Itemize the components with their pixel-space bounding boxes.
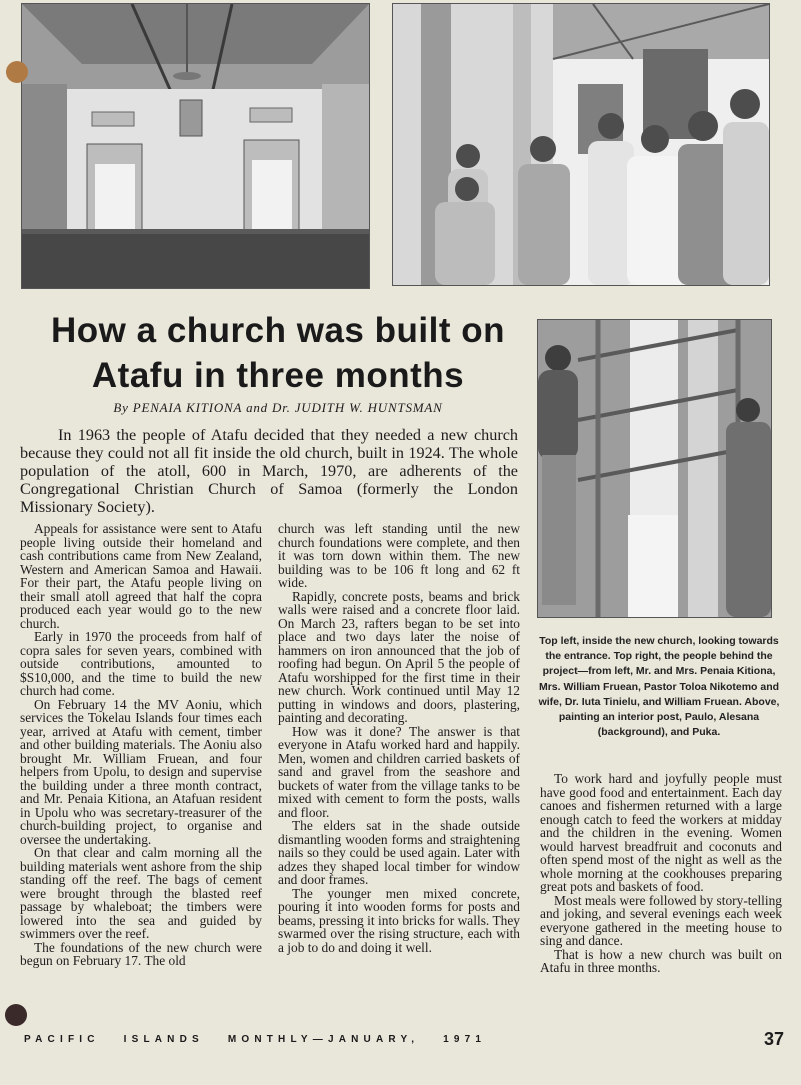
column-1 (20, 522, 262, 968)
binder-hole-bottom (5, 1004, 27, 1026)
column-2 (278, 522, 520, 954)
church-interior-photo (21, 3, 370, 289)
photo-caption: Top left, inside the new church, looking towards the entrance. Top right, the people behind the project—from left, Mr. and Mrs. Penaia Kitiona, Mrs. William Fruean, Pastor Toloa Nikotemo and wife, Dr. Iuta Tinielu, and William Fruean. Above, painting an interior post, Paulo, Alesana (background), and Puka. (538, 635, 780, 739)
col1-paragraph-1: Appeals for assistance were sent to Atafu people living outside their homeland and cash contributions came from New Zealand, Western and American Samoa and Hawaii. For their part, the Atafu people living on their small atoll agreed that half the copra produced each year would go to the new church. (20, 521, 262, 631)
col2-paragraph-1: church was left standing until the new church foundations were complete, and then it was torn down within them. The new building was to be 106 ft long and 62 ft wide. (278, 521, 520, 590)
page-number: 37 (763, 1029, 784, 1049)
page-footer (24, 1031, 784, 1051)
col1-paragraph-5: The foundations of the new church were begun on February 17. The old (20, 939, 262, 968)
article-headline (24, 308, 532, 398)
col2-paragraph-2: Rapidly, concrete posts, beams and brick walls were raised and a concrete floor laid. On March 23, rafters began to be set into place and two days later the noise of hammers on iron announced that the job of roofing had begun. On April 5 the people of Atafu worshipped for the first time in their new church. Work continued until May 12 putting in windows and doors, plastering, painting and decorating. (278, 588, 520, 725)
headline-line-1: How a church was built on (51, 311, 505, 350)
column-3 (540, 772, 782, 975)
col1-paragraph-3: On February 14 the MV Aoniu, which services the Tokelau Islands four times each year, arrived at Atafu with cement, timber and other building materials. The Aoniu also brought Mr. William Fruean, and four helpers from Upolu, to design and supervise the building under a three month contract, and Mr. Penaia Kitiona, an Atafuan resident in Upolu who was secretary-treasurer of the church-building project, to organise and oversee the undertaking. (20, 696, 262, 847)
col2-paragraph-5: The younger men mixed concrete, pouring it into wooden forms for posts and beams, pressing it into bricks for walls. They swarmed over the rising structure, each with a job to do and doing it well. (278, 885, 520, 955)
byline: By PENAIA KITIONA and Dr. JUDITH W. HUNTSMAN (113, 400, 443, 415)
col2-paragraph-4: The elders sat in the shade outside dismantling wooden forms and straightening nails so they could be used again. Later with adzes they shaped local timber for window and door frames. (278, 818, 520, 887)
col1-paragraph-2: Early in 1970 the proceeds from half of copra sales for seven years, combined with outside contributions, amounted to $S10,000, and the time to build the new church had come. (20, 629, 262, 698)
col1-paragraph-4: On that clear and calm morning all the building materials went ashore from the ship standing off the reef. The bags of cement were brought through the blasted reef passage by whaleboat; the timbers were lowered into the sea and guided by swimmers over the reef. (20, 845, 262, 941)
binder-hole-top (6, 61, 28, 83)
col3-paragraph-1: To work hard and joyfully people must have good food and entertainment. Each day canoes and fishermen returned with a large enough catch to feed the workers at midday and the children in the evening. Women would harvest breadfruit and coconuts and often spend most of the night as well as the whole morning at the cookhouses preparing great pots and baskets of food. (540, 771, 782, 894)
painting-post-photo (537, 319, 772, 618)
col3-paragraph-3: That is how a new church was built on Atafu in three months. (540, 946, 782, 975)
intro-paragraph: In 1963 the people of Atafu decided that they needed a new church because they could not all fit inside the old church, built in 1924. The whole population of the atoll, 600 in March, 1970, are adherents of the Congregational Christian Church of Samoa (formerly the London Missionary Society). (20, 426, 518, 516)
col2-paragraph-3: How was it done? The answer is that everyone in Atafu worked hard and happily. Men, women and children carried baskets of sand and gravel from the seashore and buckets of water from the village tanks to be mixed with cement to form the posts, walls and floor. (278, 723, 520, 820)
col3-paragraph-2: Most meals were followed by story-telling and joking, and several evenings each week everyone gathered in the meeting house to sing and dance. (540, 892, 782, 948)
project-people-photo (392, 3, 770, 286)
publication-line: PACIFIC ISLANDS MONTHLY—JANUARY, 1971 (24, 1034, 487, 1045)
headline-line-2: Atafu in three months (91, 356, 465, 395)
